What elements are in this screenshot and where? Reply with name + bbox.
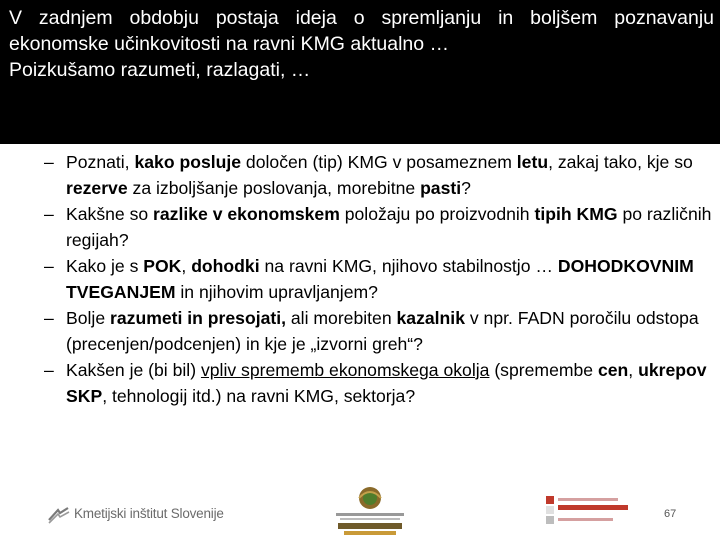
footer <box>0 484 720 540</box>
bullet-text: v npr. FADN poročilu odstopa (precenjen/podcenjen) in kje je „izvorni greh“? <box>66 308 699 354</box>
bullet-bold-text: POK <box>143 256 182 276</box>
bullet-dash: – <box>44 256 54 276</box>
kis-name: Kmetijski inštitut Slovenije <box>74 506 224 521</box>
bullet-dash: – <box>44 152 54 172</box>
bullet-text: , <box>628 360 639 380</box>
bullet-item <box>44 254 720 305</box>
bullet-list <box>44 150 720 410</box>
bullet-bold-text: razumeti in presojati, <box>110 308 286 328</box>
bullet-text: , tehnologij itd.) na ravni KMG, sektorja? <box>102 385 416 406</box>
bullet-item <box>44 150 720 201</box>
bullet-text: Poznati, <box>66 152 135 172</box>
bullet-bold-text: DOHODKOVNIM TVEGANJEM <box>66 256 694 302</box>
bullet-text: , zakaj tako, kje so <box>548 152 693 172</box>
bullet-bold-text: kako posluje <box>134 152 242 172</box>
university-logo-icon <box>540 492 660 532</box>
bullet-text: Kako je s <box>66 256 144 276</box>
bullet-bold-text: dohodki <box>191 256 260 276</box>
ministry-emblem-icon <box>330 484 410 538</box>
bullet-text: določen (tip) KMG v posameznem <box>241 152 517 172</box>
title-line-2: Poizkušamo razumeti, razlagati, … <box>9 59 311 81</box>
bullet-text: Kakšne so <box>66 204 154 224</box>
bullet-text: , <box>181 256 192 276</box>
bullet-text: ali morebiten <box>286 308 397 328</box>
title-text <box>9 5 714 83</box>
bullet-bold-text: rezerve <box>66 177 128 198</box>
bullet-bold-text: kazalnik <box>396 308 465 328</box>
bullet-dash: – <box>44 360 54 380</box>
bullet-text: ? <box>461 177 471 198</box>
title-line-1: V zadnjem obdobju postaja ideja o spremljanju in boljšem poznavanju ekonomske učinkovitosti na ravni KMG aktualno … <box>9 7 714 55</box>
bullet-item <box>44 306 720 357</box>
bullet-text: in njihovim upravljanjem? <box>175 281 378 302</box>
bullet-text: položaju po proizvodnih <box>339 204 535 224</box>
bullet-text: Kakšen je (bi bil) <box>66 360 201 380</box>
bullet-item <box>44 358 720 409</box>
bullet-bold-text: tipih KMG <box>534 204 618 224</box>
bullet-text: na ravni KMG, njihovo stabilnostjo … <box>259 256 558 276</box>
kis-logo-icon <box>48 506 70 524</box>
bullet-bold-text: ukrepov SKP <box>66 360 707 406</box>
bullet-bold-text: razlike v ekonomskem <box>153 204 340 224</box>
bullet-underlined-text: vpliv sprememb ekonomskega okolja <box>200 360 490 380</box>
bullet-text: (spremembe <box>489 360 598 380</box>
bullet-text: Bolje <box>66 308 111 328</box>
bullet-bold-text: cen <box>597 360 629 380</box>
bullet-item <box>44 202 720 253</box>
bullet-dash: – <box>44 308 54 328</box>
title-banner <box>0 0 720 144</box>
page-number: 67 <box>664 508 677 520</box>
bullet-bold-text: letu <box>516 152 549 172</box>
bullet-bold-text: pasti <box>420 177 462 198</box>
bullet-dash: – <box>44 204 54 224</box>
bullet-text: za izboljšanje poslovanja, morebitne <box>127 177 421 198</box>
kis-logo <box>48 504 224 528</box>
bullet-text: po različnih regijah? <box>66 204 712 250</box>
